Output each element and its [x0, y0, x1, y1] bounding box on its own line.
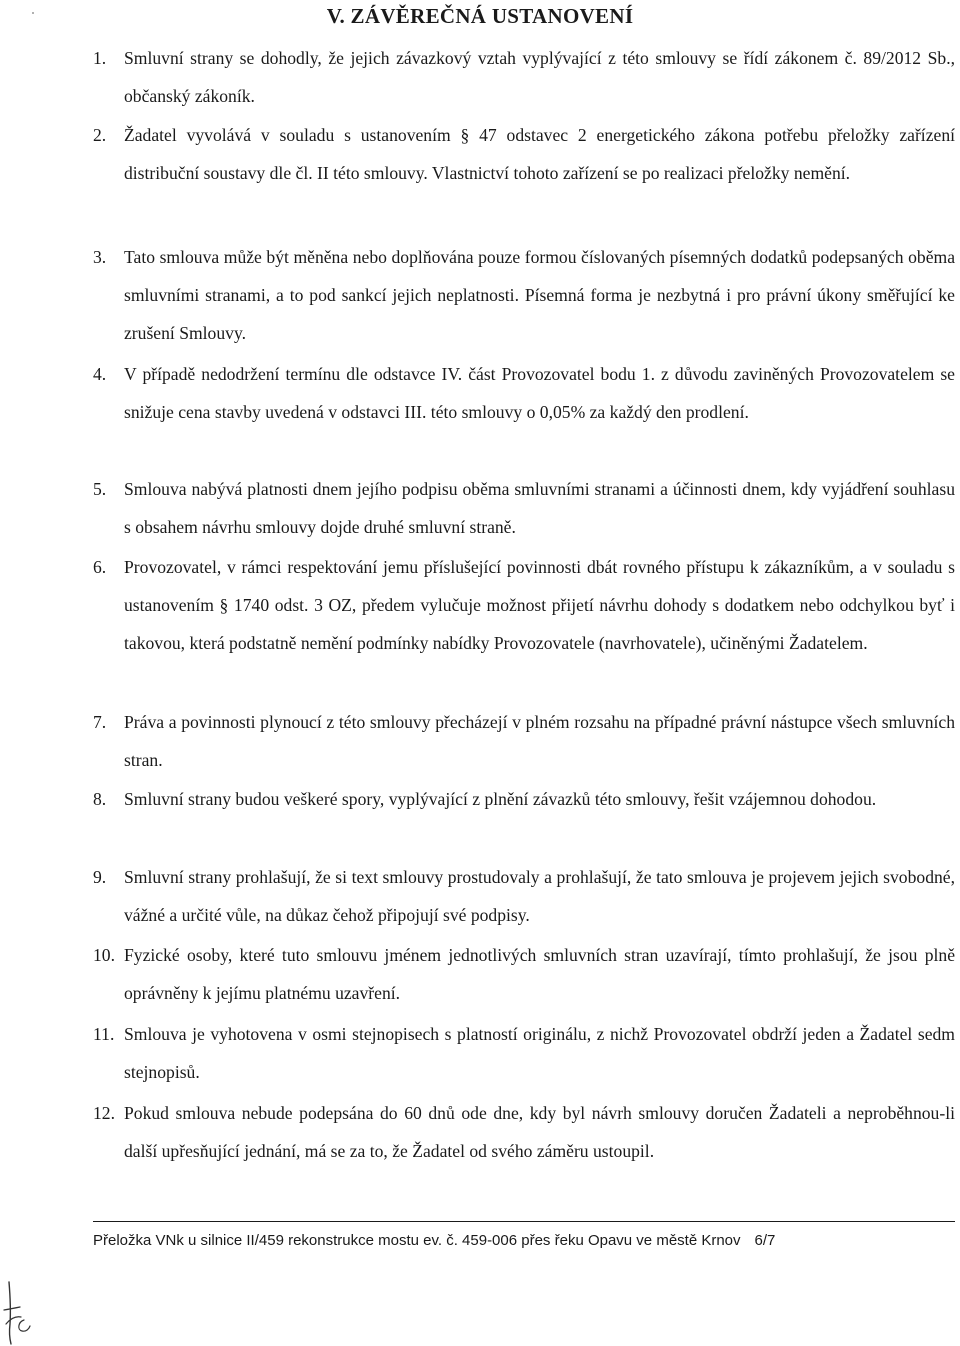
clause-number: 4. — [93, 364, 107, 384]
clause-number: 5. — [93, 479, 107, 499]
clause-12 — [93, 1094, 955, 1170]
clause-10 — [93, 936, 955, 1012]
page-footer — [93, 1232, 775, 1249]
section-heading: V. ZÁVĚREČNÁ USTANOVENÍ — [326, 4, 634, 28]
clause-text: Smlouva nabývá platnosti dnem jejího podpisu oběma smluvními stranami a účinnosti dnem, kdy vyjádření souhlasu s obsahem návrhu smlouvy dojde druhé smluvní straně. — [124, 479, 955, 537]
clause-text: Práva a povinnosti plynoucí z této smlouvy přecházejí v plném rozsahu na případné právní nástupce všech smluvních stran. — [124, 712, 955, 770]
clause-number: 10. — [93, 945, 115, 965]
clause-number: 12. — [93, 1103, 115, 1123]
clause-5 — [93, 470, 955, 546]
clause-number: 6. — [93, 557, 107, 577]
clause-number: 2. — [93, 125, 107, 145]
clause-text: Smluvní strany se dohodly, že jejich závazkový vztah vyplývající z této smlouvy se řídí zákonem č. 89/2012 Sb., občanský zákoník. — [124, 48, 955, 106]
footer-title: Přeložka VNk u silnice II/459 rekonstrukce mostu ev. č. 459-006 přes řeku Opavu ve městě Krnov — [93, 1232, 741, 1249]
clause-number: 8. — [93, 789, 107, 809]
clause-text: Smluvní strany budou veškeré spory, vyplývající z plnění závazků této smlouvy, řešit vzájemnou dohodou. — [124, 789, 877, 809]
clause-text: Smlouva je vyhotovena v osmi stejnopisech s platností originálu, z nichž Provozovatel obdrží jeden a Žadatel sedm stejnopisů. — [124, 1024, 955, 1082]
clause-11 — [93, 1015, 955, 1091]
clause-8 — [93, 780, 955, 818]
clause-text: Žadatel vyvolává v souladu s ustanovením § 47 odstavec 2 energetického zákona potřebu přeložky zařízení distribuční soustavy dle čl. II této smlouvy. Vlastnictví tohoto zařízení se po realizaci přeložky nemění. — [124, 125, 955, 183]
clause-text: V případě nedodržení termínu dle odstavce IV. část Provozovatel bodu 1. z důvodu zaviněných Provozovatelem se snižuje cena stavby uvedená v odstavci III. této smlouvy o 0,05% za každý den prodlení. — [124, 364, 955, 422]
clause-text: Smluvní strany prohlašují, že si text smlouvy prostudovaly a prohlašují, že tato smlouva je projevem jejich svobodné, vážné a určité vůle, na důkaz čehož připojují své podpisy. — [124, 867, 955, 925]
clause-1 — [93, 39, 955, 115]
clause-text: Provozovatel, v rámci respektování jemu příslušející povinnosti dbát rovného přístupu k zákazníkům, a v souladu s ustanovením § 1740 odst. 3 OZ, předem vylučuje možnost přijetí návrhu dohody s dodatkem nebo odchylkou byť i takovou, která podstatně nemění podmínky nabídky Provozovatele (navrhovatele), učiněnými Žadatelem. — [124, 557, 955, 653]
clause-2 — [93, 116, 955, 192]
clause-9 — [93, 858, 955, 934]
clause-7 — [93, 703, 955, 779]
clause-6 — [93, 548, 955, 662]
clause-number: 3. — [93, 247, 107, 267]
clause-text: Pokud smlouva nebude podepsána do 60 dnů ode dne, kdy byl návrh smlouvy doručen Žadateli a neproběhnou-li další upřesňující jednání, má se za to, že Žadatel od svého záměru ustoupil. — [124, 1103, 955, 1161]
clause-number: 11. — [93, 1024, 115, 1044]
clause-number: 9. — [93, 867, 107, 887]
clause-number: 7. — [93, 712, 107, 732]
clause-text: Fyzické osoby, které tuto smlouvu jménem jednotlivých smluvních stran uzavírají, tímto prohlašují, že jsou plně oprávněny k jejímu platnému uzavření. — [124, 945, 955, 1003]
clause-text: Tato smlouva může být měněna nebo doplňována pouze formou číslovaných písemných dodatků podepsaných oběma smluvními stranami, a to pod sankcí jejich neplatnosti. Písemná forma je nezbytná i pro právní úkony směřující ke zrušení Smlouvy. — [124, 247, 955, 343]
clause-3 — [93, 238, 955, 352]
handwritten-initials — [0, 1280, 40, 1346]
clause-number: 1. — [93, 48, 107, 68]
page-number: 6/7 — [754, 1232, 776, 1249]
clause-4 — [93, 355, 955, 431]
footer-divider — [93, 1221, 955, 1222]
